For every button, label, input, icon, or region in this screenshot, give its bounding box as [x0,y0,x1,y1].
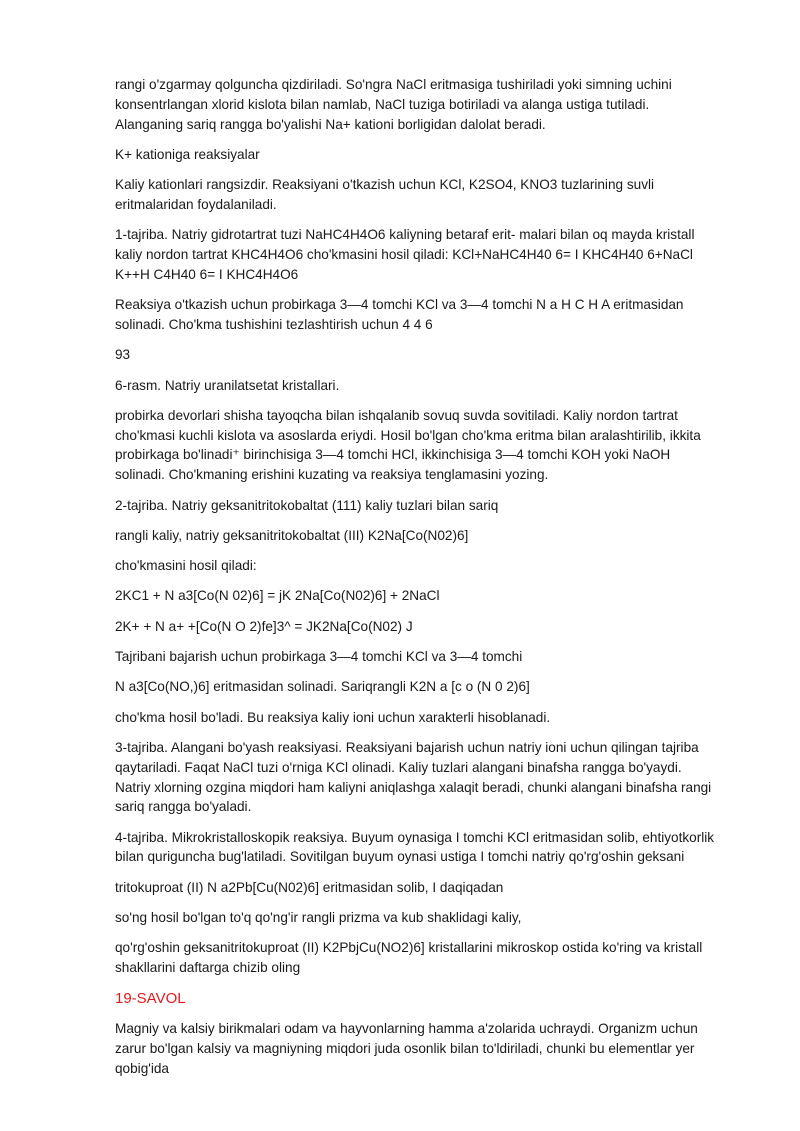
paragraph-experiment-4-line-3: so'ng hosil bo'lgan to'q qo'ng'ir rangli prizma va kub shaklidagi kaliy, [115,910,522,925]
paragraph-magnesium-calcium: Magniy va kalsiy birikmalari odam va hayvonlarning hamma a'zolarida uchraydi. Organizm uchun zarur bo'lgan kalsiy va magniyning miqdori juda osonlik bilan to'ldiriladi, chunki bu elementlar yer qobig'ida [115,1021,698,1076]
section-heading: 19-SAVOL [115,990,186,1008]
paragraph-experiment-2-conclusion: cho'kma hosil bo'ladi. Bu reaksiya kaliy ioni uchun xarakterli hisoblanadi. [115,709,551,725]
paragraph-experiment-2-procedure-2: N a3[Co(NO,)6] eritmasidan solinadi. Sariqrangli K2N a [c o (N 0 2)6] [115,679,530,695]
equation-2: 2K+ + N a+ +[Co(N O 2)fe]3^ = JK2Na[Co(N02) J [115,618,413,634]
figure-caption: 6-rasm. Natriy uranilatsetat kristallari. [115,377,340,393]
paragraph-experiment-4: 4-tajriba. Mikrokristalloskopik reaksiya. Buyum oynasiga I tomchi KCl eritmasidan solib, ehtiyotkorlik bilan quriguncha bug'latiladi. Sovitilgan buyum oynasi ustiga I tomchi natriy qo'rg'oshin geksani [115,829,715,865]
paragraph-experiment-1: 1-tajriba. Natriy gidrotartrat tuzi NaHC4H4O6 kaliyning betaraf erit- malari bilan oq mayda kristall kaliy nordon tartrat KHC4H4O6 cho'kmasini hosil qiladi: KCl+NaHC4H40 6= I KHC4H40 6+NaCl K++H C4H40 6= I KHC4H4O6 [115,227,695,282]
paragraph-experiment-2-line-2: rangli kaliy, natriy geksanitritokobaltat (III) K2Na[Co(N02)6] [115,527,469,543]
paragraph-potassium-intro: Kaliy kationlari rangsizdir. Reaksiyani o'tkazish uchun KCl, K2SO4, KNO3 tuzlarining suvli eritmalaridan foydalaniladi. [115,177,655,212]
paragraph-experiment-4-line-2: tritokuproat (II) N a2Pb[Cu(N02)6] eritmasidan solib, I daqiqadan [115,879,504,895]
paragraph-experiment-2-line-3: cho'kmasini hosil qiladi: [115,558,257,574]
paragraph-experiment-1-continued: probirka devorlari shisha tayoqcha bilan ishqalanib sovuq suvda sovitiladi. Kaliy nordon tartrat cho'kmasi kuchli kislota va asoslarda eriydi. Hosil bo'lgan cho'kma eritma bilan aralashtirilib, ikkita probirkaga bo'linadi⁺ birinchisiga 3—4 tomchi HCl, ikkinchisiga 3—4 tomchi KOH yoki NaOH solinadi. Cho'kmaning erishini kuzating va reaksiya tenglamasini yozing. [115,407,701,483]
paragraph-experiment-2-procedure: Tajribani bajarish uchun probirkaga 3—4 tomchi KCl va 3—4 tomchi [115,649,523,665]
paragraph-flame-test-sodium: rangi o'zgarmay qolguncha qizdiriladi. So'ngra NaCl eritmasiga tushiriladi yoki simning uchini konsentrlangan xlorid kislota bilan namlab, NaCl tuziga botiriladi va alanga ustiga tutiladi. Alanganing sariq rangga bo'yalishi Na+ kationi borligidan dalolat beradi. [115,77,672,132]
page-number: 93 [115,347,131,363]
equation-1: 2KC1 + N a3[Co(N 02)6] = jK 2Na[Co(N02)6] + 2NaCl [115,588,440,604]
paragraph-experiment-2: 2-tajriba. Natriy geksanitritokobaltat (111) kaliy tuzlari bilan sariq [115,497,499,513]
subheading-potassium-reactions: K+ kationiga reaksiyalar [115,146,260,162]
paragraph-experiment-3: 3-tajriba. Alangani bo'yash reaksiyasi. Reaksiyani bajarish uchun natriy ioni uchun qilingan tajriba qaytariladi. Faqat NaCl tuzi o'rniga KCl olinadi. Kaliy tuzlari alangani binafsha rangga bo'yaydi. Natriy xlorning ozgina miqdori ham kaliyni aniqlashga xalaqit beradi, chunki alangani binafsha rangi sariq rangga bo'yaladi. [115,739,712,815]
paragraph-experiment-1-procedure: Reaksiya o'tkazish uchun probirkaga 3—4 tomchi KCl va 3—4 tomchi N a H C H A eritmasidan solinadi. Cho'kma tushishini tezlashtirish uchun 4 4 6 [115,297,684,332]
paragraph-experiment-4-line-4: qo'rg'oshin geksanitritokuproat (II) K2PbjCu(NO2)6] kristallarini mikroskop ostida ko'ring va kristall shakllarini daftarga chizib oling [115,940,703,976]
